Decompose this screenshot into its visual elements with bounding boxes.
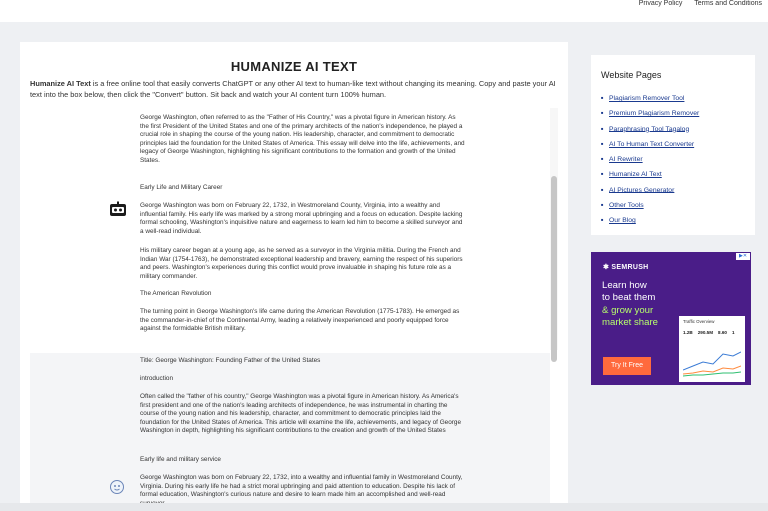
top-bar	[0, 0, 768, 22]
bottom-strip	[0, 503, 768, 511]
top-links	[629, 0, 762, 7]
sidebar-item-ai-to-human[interactable]: ■ AI To Human Text Converter	[601, 137, 699, 152]
page-title: HUMANIZE AI TEXT	[230, 59, 358, 74]
ad-headline-line: to beat them	[602, 292, 656, 304]
text-editor	[30, 108, 558, 511]
ad-stats	[683, 330, 740, 335]
input-paragraph: George Washington was born on February 22, 1732, in Westmoreland County, Virginia, into a wealthy and influential family. His early life was marked by a strong moral upbringing and a focus on education. Despite lacking formal schooling, Washington's inquisitive nature and eagerness to learn led him to become a skilled surveyor and a well-read individual.	[140, 202, 463, 235]
human-icon	[109, 479, 125, 495]
ad-stat: 290.5M	[697, 330, 714, 335]
website-pages-sidebar	[591, 55, 755, 235]
sidebar-item-premium-plagiarism[interactable]: ■ Premium Plagiarism Remover	[601, 106, 699, 121]
ad-panel-title: Traffic Overview	[683, 319, 715, 324]
output-heading: Early life and military service	[140, 456, 221, 463]
sidebar-item-ai-rewriter[interactable]: ■ AI Rewriter	[601, 152, 699, 167]
sidebar-item-paraphrasing-tagalog[interactable]: ■ Paraphrasing Tool Tagalog	[601, 122, 699, 137]
semrush-logo: ✱ SEMRUSH	[603, 264, 649, 271]
intro-bold: Humanize AI Text	[30, 79, 91, 88]
ad-stat: 8.60	[718, 330, 727, 335]
sidebar-title: Website Pages	[601, 70, 662, 80]
robot-icon	[109, 201, 127, 219]
output-heading: introduction	[140, 375, 174, 382]
input-heading: The American Revolution	[140, 290, 212, 297]
try-it-free-button[interactable]: Try It Free	[603, 357, 651, 375]
ad-traffic-panel	[679, 316, 745, 382]
terms-link[interactable]: Terms and Conditions	[694, 0, 762, 7]
ad-headline-line: Learn how	[602, 280, 647, 291]
input-heading: Early Life and Military Career	[140, 184, 223, 191]
sidebar-item-plagiarism-remover[interactable]: ■ Plagiarism Remover Tool	[601, 91, 699, 106]
ad-choices-icon[interactable]: ▶✕	[736, 253, 750, 260]
input-paragraph: George Washington, often referred to as the "Father of His Country," was a pivotal figure in American history. As the first President of the United States and one of the primary architects of the nation's independence, he played a crucial role in shaping the course of the young nation. His leadership, character, and commitment to democratic principles laid the foundation for the United States of America. This essay will delve into the life, achievements, and legacy of George Washington, highlighting his significant contributions to the formation and growth of the United States.	[140, 114, 465, 164]
input-paragraph: The turning point in George Washington's life came during the American Revolution (1775-1783). He emerged as the commander-in-chief of the Continental Army, leading a relatively inexperienced and poorly equipped force against the formidable British military.	[140, 308, 460, 333]
output-paragraph: George Washington was born on February 22, 1732, into a wealthy and influential family in Westmoreland County, Virginia. During his early life he had a strict moral upbringing and paid attention to education. Despite his lack of formal education, Washington's curious nature and desire to learn made him an accomplished and well-read	[140, 474, 463, 499]
semrush-ad[interactable]	[591, 252, 751, 385]
human-text-output[interactable]	[30, 353, 550, 511]
sidebar-item-ai-pictures[interactable]: ■ AI Pictures Generator	[601, 183, 699, 198]
ad-stat: 1	[732, 330, 735, 335]
sidebar-item-our-blog[interactable]: ■ Our Blog	[601, 213, 699, 228]
ad-stat: 1.2B	[683, 330, 693, 335]
output-title: Title: George Washington: Founding Father of the United States	[140, 357, 321, 364]
ad-headline-line: market share	[602, 317, 658, 329]
ad-headline	[602, 280, 682, 330]
intro-text	[30, 78, 562, 100]
output-paragraph: Often called the "father of his country," George Washington was a pivotal figure in American history. As America's first president and one of the nation's leading architects of independence, he was instrumental in charting the course of the young nation and his leadership, character, and commitment to democratic principles laid the foundation for the United States of America. This article will examine the life, achievements, and legacy of George Washington in depth, highlighting his significant contributions to the creation and growth of the United States	[140, 393, 462, 435]
sidebar-item-humanize-ai[interactable]: ■ Humanize AI Text	[601, 167, 699, 182]
input-paragraph: His military career began at a young age, as he served as a surveyor in the Virginia militia. During the French and Indian War (1754-1763), he demonstrated exceptional leadership and bravery, earning the respect of his superiors and peers. Washington's experiences during this conflict would prove invaluable in shaping his future role as a military commander.	[140, 247, 463, 280]
ad-brand: SEMRUSH	[611, 264, 649, 271]
intro-rest: is a free online tool that easily converts ChatGPT or any other AI text to human-like text without changing its meaning. Copy and paste your AI text into the box below, then click the "Convert" button. Sit back and watch your AI content turn 100% human.	[30, 79, 556, 99]
main-card	[20, 42, 568, 511]
ad-mini-chart	[683, 340, 741, 378]
sidebar-item-other-tools[interactable]: ■ Other Tools	[601, 198, 699, 213]
ad-headline-line: & grow your	[602, 304, 654, 316]
scrollbar-thumb[interactable]	[551, 176, 557, 362]
sidebar-links	[601, 91, 699, 228]
privacy-policy-link[interactable]: Privacy Policy	[638, 0, 683, 7]
